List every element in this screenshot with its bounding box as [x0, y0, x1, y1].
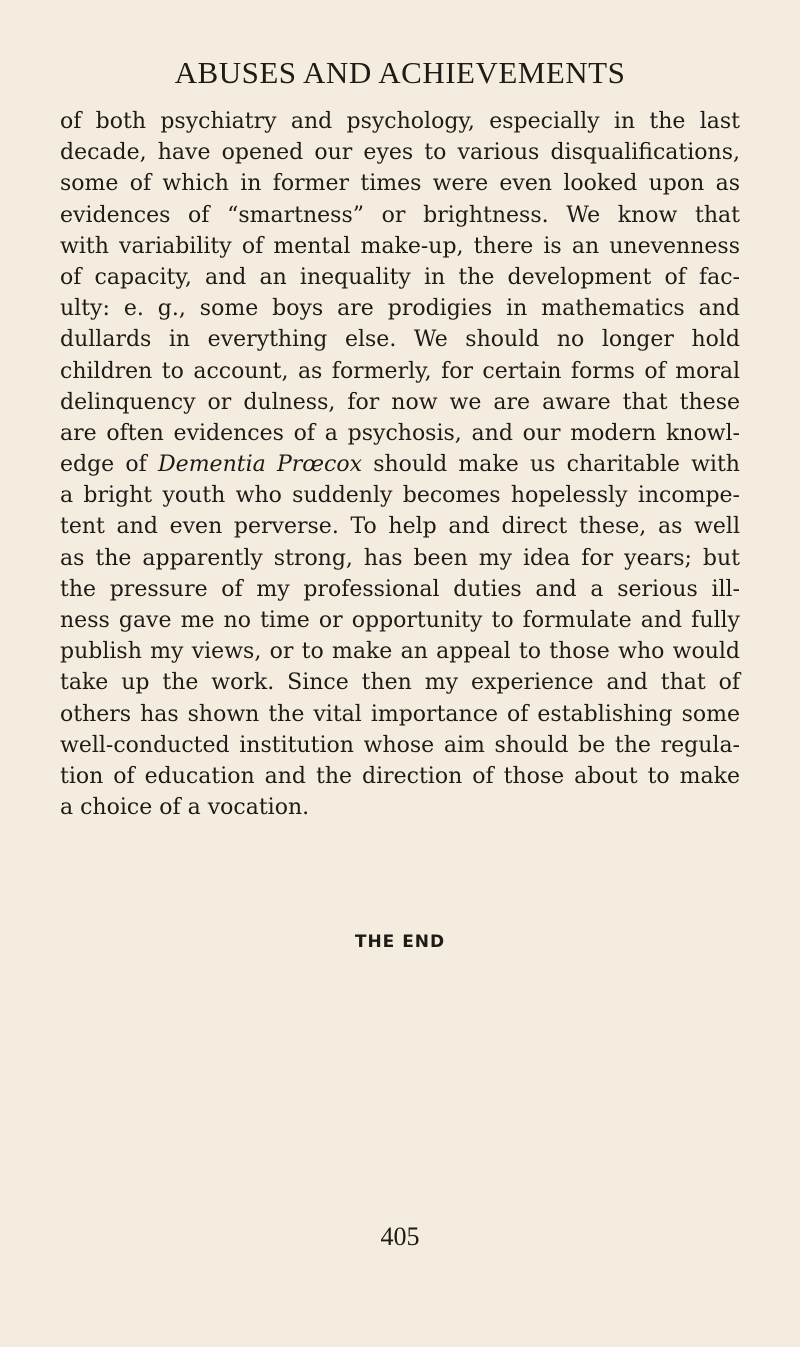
- page-number: 405: [380, 1222, 420, 1251]
- text-line: a choice of a vocation.: [60, 795, 310, 821]
- text-line: [60, 449, 740, 480]
- text-line: as the apparently strong, has been my idea for years; but: [60, 545, 740, 571]
- text-line: some of which in former times were even looked upon as: [60, 171, 740, 197]
- text-line: delinquency or dulness, for now we are aware that these: [60, 389, 740, 415]
- text-fragment: should make us charitable with: [362, 452, 740, 478]
- text-line: with variability of mental make-up, there is an unevenness: [60, 233, 740, 259]
- the-end-marker: THE END: [354, 932, 446, 952]
- text-line: children to account, as formerly, for certain forms of moral: [60, 358, 740, 384]
- text-line: evidences of “smartness” or brightness. We know that: [60, 202, 740, 228]
- text-line: the pressure of my professional duties and a serious ill-: [60, 576, 740, 602]
- text-line: take up the work. Since then my experience and that of: [60, 670, 740, 696]
- italic-term: Dementia Prœcox: [158, 452, 362, 478]
- text-line: tion of education and the direction of those about to make: [60, 763, 740, 789]
- body-text: [60, 106, 740, 823]
- text-line: dullards in everything else. We should no longer hold: [60, 327, 740, 353]
- text-fragment: edge of: [60, 452, 159, 478]
- text-line: others has shown the vital importance of establishing some: [60, 701, 740, 727]
- text-line: a bright youth who suddenly becomes hopelessly incompe-: [60, 483, 740, 509]
- text-line: well-conducted institution whose aim should be the regula-: [60, 732, 740, 758]
- running-head: ABUSES AND ACHIEVEMENTS: [174, 55, 626, 90]
- text-line: tent and even perverse. To help and direct these, as well: [60, 514, 740, 540]
- text-line: decade, have opened our eyes to various disqualifications,: [60, 140, 740, 166]
- text-line: publish my views, or to make an appeal to those who would: [60, 639, 740, 665]
- text-line: of capacity, and an inequality in the development of fac-: [60, 264, 740, 290]
- text-line: ulty: e. g., some boys are prodigies in mathematics and: [60, 296, 740, 322]
- text-line: are often evidences of a psychosis, and our modern knowl-: [60, 420, 740, 446]
- text-line: ness gave me no time or opportunity to formulate and fully: [60, 608, 740, 633]
- text-line: of both psychiatry and psychology, especially in the last: [60, 109, 740, 134]
